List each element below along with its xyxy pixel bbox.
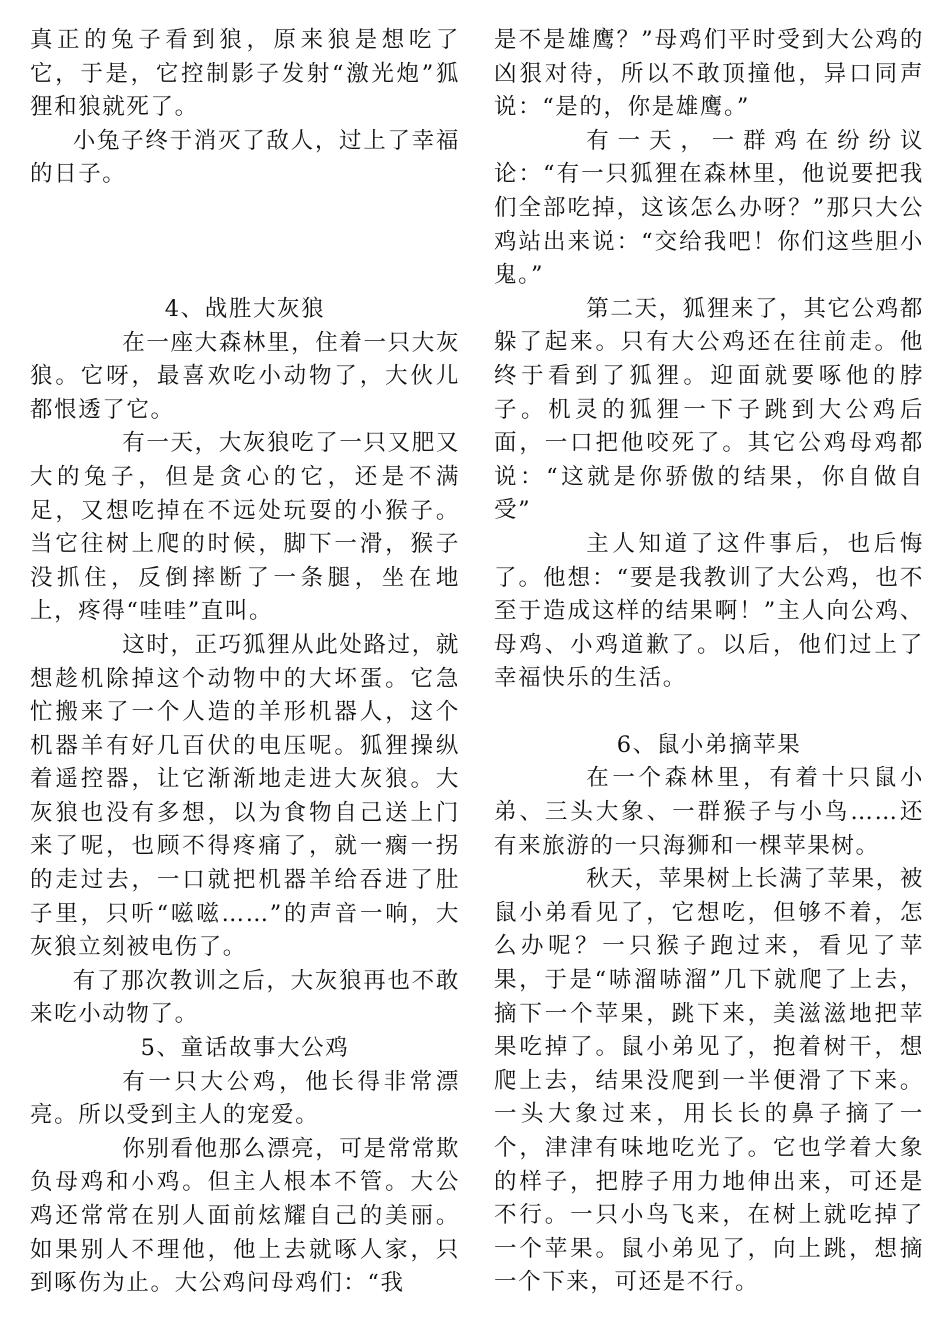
paragraph: 真正的兔子看到狼，原来狼是想吃了它，于是，它控制影子发射“激光炮”狐狸和狼就死了。	[30, 27, 460, 121]
left-column	[30, 24, 460, 1301]
paragraph: 你别看他那么漂亮，可是常常欺负母鸡和小鸡。但主人根本不管。大公鸡还常常在别人面前炫耀自己的美丽。如果别人不理他，他上去就啄人家，只到啄伤为止。大公鸡问母鸡们：“我	[30, 1135, 460, 1297]
paragraph: 在一座大森林里，住着一只大灰狼。它呀，最喜欢吃小动物了，大伙儿都恨透了它。	[30, 329, 460, 423]
paragraph: 主人知道了这件事后，也后悔了。他想：“要是我教训了大公鸡，也不至于造成这样的结果啊！”主人向公鸡、母鸡、小鸡道歉了。以后，他们过上了幸福快乐的生活。	[494, 530, 924, 692]
paragraph: 有一天，一群鸡在纷纷议论：“有一只狐狸在森林里，他说要把我们全部吃掉，这该怎么办呀？”那只大公鸡站出来说：“交给我吧！你们这些胆小鬼。”	[494, 127, 924, 289]
story-heading: 6、鼠小弟摘苹果	[616, 731, 802, 758]
paragraph: 在一个森林里，有着十只鼠小弟、三头大象、一群猴子与小鸟……还有来旅游的一只海狮和一棵苹果树。	[494, 765, 924, 859]
paragraph: 秋天，苹果树上长满了苹果，被鼠小弟看见了，它想吃，但够不着，怎么办呢？一只猴子跑过来，看见了苹果，于是“哧溜哧溜”几下就爬了上去，摘下一个苹果，跳下来，美滋滋地把苹果吃掉了。鼠小弟见了，抱着树干，想爬上去，结果没爬到一半便滑了下来。一头大象过来，用长长的鼻子摘了一个，津津有味地吃光了。它也学着大象的样子，把脖子用力地伸出来，可还是不行。一只小鸟飞来，在树上就吃掉了一个苹果。鼠小弟见了，向上跳，想摘一个下来，可还是不行。	[494, 866, 924, 1296]
paragraph: 第二天，狐狸来了，其它公鸡都躲了起来。只有大公鸡还在往前走。他终于看到了狐狸。迎面就要啄他的脖子。机灵的狐狸一下子跳到大公鸡后面，一口把他咬死了。其它公鸡母鸡都说：“这就是你骄傲的结果，你自做自受”	[494, 295, 924, 524]
spacer	[30, 192, 460, 293]
paragraph: 有了那次教训之后，大灰狼再也不敢来吃小动物了。	[30, 967, 460, 1028]
paragraph: 是不是雄鹰？”母鸡们平时受到大公鸡的凶狠对待，所以不敢顶撞他，异口同声说：“是的，你是雄鹰。”	[494, 27, 924, 121]
story-heading: 5、童话故事大公鸡	[140, 1035, 350, 1062]
right-column	[494, 24, 924, 1300]
story-heading: 4、战胜大灰狼	[164, 295, 326, 322]
paragraph: 有一天，大灰狼吃了一只又肥又大的兔子，但是贪心的它，还是不满足，又想吃掉在不远处玩耍的小猴子。当它往树上爬的时候，脚下一滑，猴子没抓住，反倒摔断了一条腿，坐在地上，疼得“哇哇”直叫。	[30, 430, 460, 625]
spacer	[494, 696, 924, 729]
paragraph: 小兔子终于消灭了敌人，过上了幸福的日子。	[30, 127, 460, 188]
paragraph: 这时，正巧狐狸从此处路过，就想趁机除掉这个动物中的大坏蛋。它急忙搬来了一个人造的羊形机器人，这个机器羊有好几百伏的电压呢。狐狸操纵着遥控器，让它渐渐地走进大灰狼。大灰狼也没有多想，以为食物自己送上门来了呢，也顾不得疼痛了，就一瘸一拐的走过去，一口就把机器羊给吞进了肚子里，只听“嗞嗞……”的声音一响，大灰狼立刻被电伤了。	[30, 631, 460, 961]
paragraph: 有一只大公鸡，他长得非常漂亮。所以受到主人的宠爱。	[30, 1068, 460, 1129]
